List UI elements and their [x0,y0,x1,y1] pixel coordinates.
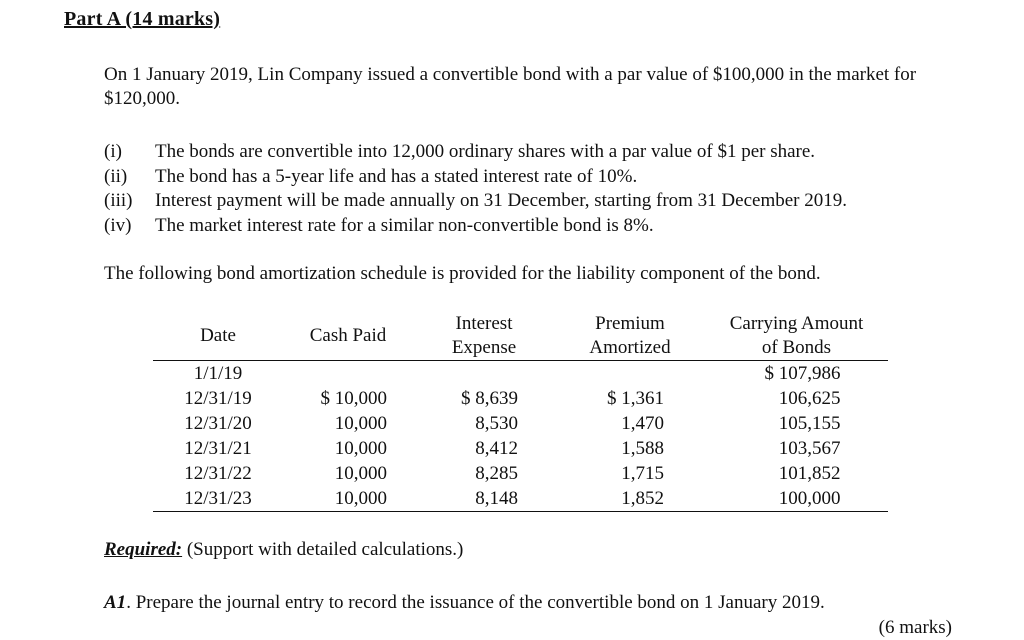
list-text: The bond has a 5-year life and has a stated interest rate of 10%. [155,165,638,187]
cell-cash [283,361,413,387]
table-row [153,361,888,387]
required-line [104,538,463,562]
cell-premium: 1,588 [621,438,664,459]
cell-premium [555,361,705,387]
cell-date: 12/31/22 [184,463,252,484]
table-row [153,461,888,486]
cell-carrying: 103,567 [778,438,841,459]
cell-interest: 8,530 [475,413,518,434]
header-line: Interest [455,313,513,334]
table-row [153,436,888,461]
cell-premium: 1,852 [555,486,705,512]
table-row [153,411,888,436]
header-line: Amortized [589,337,671,358]
required-note: (Support with detailed calculations.) [182,539,464,560]
list-item [104,189,984,214]
header-line: Carrying Amount [729,313,864,334]
part-heading: Part A (14 marks) [64,8,221,30]
cell-date: 12/31/20 [184,413,252,434]
question-a1 [104,591,825,615]
header-line: Premium [595,313,665,334]
list-text: The bonds are convertible into 12,000 ordinary shares with a par value of $1 per share. [155,141,816,162]
header-line: Expense [451,337,517,358]
cell-carrying: 106,625 [778,388,841,409]
table-header-row [153,312,888,361]
list-text: Interest payment will be made annually on 31 December, starting from 31 December 2019. [155,190,847,211]
list-number: (iv) [104,214,132,236]
cell-interest: 8,148 [413,486,555,512]
amortization-table [153,312,888,512]
cell-cash: 10,000 [334,438,387,459]
table-row [153,486,888,512]
header-carrying-amount [705,312,888,361]
cell-interest: 8,412 [475,438,518,459]
list-number: (ii) [104,165,128,187]
question-text: . Prepare the journal entry to record the issuance of the convertible bond on 1 January 2019. [126,592,825,613]
cell-interest: 8,285 [475,463,518,484]
cell-cash: 10,000 [334,413,387,434]
cell-date: 12/31/19 [184,388,252,409]
cell-interest [413,361,555,387]
list-item [104,140,984,165]
conditions-list [104,140,984,238]
intro-paragraph: On 1 January 2019, Lin Company issued a convertible bond with a par value of $100,000 in the market for $120,000. [104,64,917,109]
list-item [104,165,984,190]
cell-carrying: 105,155 [778,413,841,434]
cell-premium: 1,470 [621,413,664,434]
header-line: of Bonds [761,337,832,358]
question-marks: (6 marks) [878,617,952,638]
cell-cash: 10,000 [334,463,387,484]
schedule-intro: The following bond amortization schedule is provided for the liability component of the bond. [104,263,821,284]
question-label: A1 [104,592,127,613]
cell-interest: $ 8,639 [461,388,518,409]
required-label: Required: [104,539,183,560]
list-number: (i) [104,141,122,162]
header-date: Date [153,312,283,361]
cell-carrying: 100,000 [705,486,888,512]
header-premium-amortized [555,312,705,361]
cell-carrying: 101,852 [778,463,841,484]
header-cash-paid: Cash Paid [283,312,413,361]
list-text: The market interest rate for a similar non-convertible bond is 8%. [155,214,654,236]
header-interest-expense [413,312,555,361]
table-row [153,386,888,411]
cell-date: 12/31/21 [184,438,252,459]
list-item [104,214,984,239]
list-number: (iii) [104,190,133,211]
cell-cash: $ 10,000 [320,388,387,409]
cell-date: 1/1/19 [193,363,243,384]
cell-cash: 10,000 [283,486,413,512]
cell-premium: 1,715 [621,463,664,484]
cell-premium: $ 1,361 [607,388,664,409]
cell-date: 12/31/23 [153,486,283,512]
cell-carrying: $ 107,986 [764,363,841,384]
